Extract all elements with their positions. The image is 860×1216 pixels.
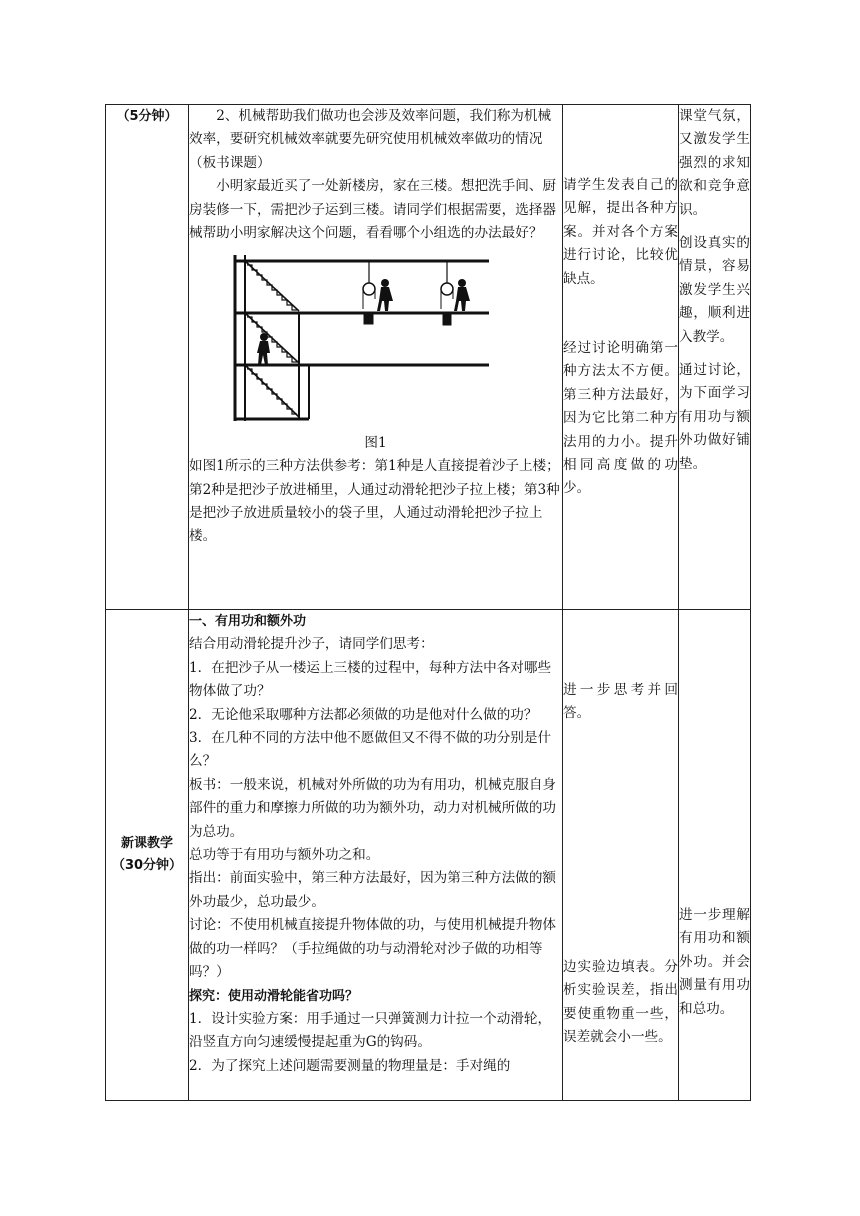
student-activity-text-2: 经过讨论明确第一种方法太不方便。第三种方法最好，因为它比第二种方法用的力小。提升相同高度做的功少。 xyxy=(563,340,678,497)
design-intent-text-2: 创设真实的情景，容易激发学生兴趣，顺利进入教学。 xyxy=(679,235,750,345)
design-intent-cell xyxy=(679,610,751,1101)
student-activity-text-2: 边实验边填表。分析实验误差，指出要使重物重一些，误差就会小一些。 xyxy=(563,958,678,1046)
student-activity-cell xyxy=(563,105,679,610)
design-intent-text-1: 课堂气氛，又激发学生强烈的求知欲和竞争意识。 xyxy=(679,108,750,218)
staircase-pulley-figure xyxy=(229,253,491,423)
total-work-note: 总功等于有用功与额外功之和。 xyxy=(189,847,380,864)
step-2: 2．为了探究上述问题需要测量的物理量是：手对绳的 xyxy=(189,1057,511,1074)
section-heading: 一、有用功和额外功 xyxy=(189,614,307,629)
figure-caption: 图1 xyxy=(364,434,387,451)
discussion-note: 讨论：不使用机械直接提升物体做的功，与使用机械提升物体做的功一样吗？（手拉绳做的功与动滑轮对沙子做的功相等吗？） xyxy=(189,917,557,981)
design-intent-text-3: 通过讨论，为下面学习有用功与额外功做好铺垫。 xyxy=(679,362,750,472)
stage-label: 新课教学 xyxy=(120,836,173,851)
design-intent-text: 进一步理解有用功和额外功。并会测量有用功和总功。 xyxy=(679,907,750,1017)
question-1: 1．在把沙子从一楼运上三楼的过程中，每种方法中各对哪些物体做了功？ xyxy=(189,659,552,700)
design-intent-cell xyxy=(679,105,751,610)
student-activity-text-1: 请学生发表自己的见解，提出各种方案。并对各个方案进行讨论，比较优缺点。 xyxy=(563,177,678,287)
time-cell xyxy=(106,105,189,610)
question-3: 3．在几种不同的方法中他不愿做但又不得不做的功分别是什么？ xyxy=(189,730,552,770)
lead-text: 结合用动滑轮提升沙子，请同学们思考： xyxy=(189,636,434,653)
content-cell xyxy=(189,105,563,610)
time-label: （5分钟） xyxy=(116,109,178,124)
table-row xyxy=(106,105,751,610)
figure-description: 如图1所示的三种方法供参考：第1种是人直接提着沙子上楼；第2种是把沙子放进桶里，人通过动滑轮把沙子拉上楼；第3种是把沙子放进质量较小的袋子里，人通过动滑轮把沙子拉上楼。 xyxy=(189,458,560,545)
point-note: 指出：前面实验中，第三种方法最好，因为第三种方法做的额外功最少，总功最少。 xyxy=(189,870,557,910)
time-label: （30分钟） xyxy=(111,858,183,873)
table-row xyxy=(106,610,751,1101)
lesson-plan-table xyxy=(105,104,751,1101)
story-paragraph: 小明家最近买了一处新楼房，家在三楼。想把洗手间、厨房装修一下，需把沙子运到三楼。请同学们根据需要，选择器械帮助小明家解决这个问题，看看哪个小组选的办法最好？ xyxy=(189,178,557,242)
content-cell xyxy=(189,610,563,1101)
board-note: 板书：一般来说，机械对外所做的功为有用功，机械克服自身部件的重力和摩擦力所做的功为额外功，动力对机械所做的功为总功。 xyxy=(189,776,557,840)
stage-cell xyxy=(106,610,189,1101)
student-activity-text-1: 进一步思考并回答。 xyxy=(563,682,678,722)
intro-paragraph: 2、机械帮助我们做功也会涉及效率问题，我们称为机械效率，要研究机械效率就要先研究使用机械效率做功的情况（板书课题） xyxy=(189,108,552,171)
explore-heading: 探究：使用动滑轮能省功吗？ xyxy=(189,988,359,1004)
student-activity-cell xyxy=(563,610,679,1101)
question-2: 2．无论他采取哪种方法都必须做的功是他对什么做的功？ xyxy=(189,706,538,723)
step-1: 1．设计实验方案：用手通过一只弹簧测力计拉一个动滑轮，沿竖直方向匀速缓慢提起重为G的钩码。 xyxy=(189,1010,552,1051)
